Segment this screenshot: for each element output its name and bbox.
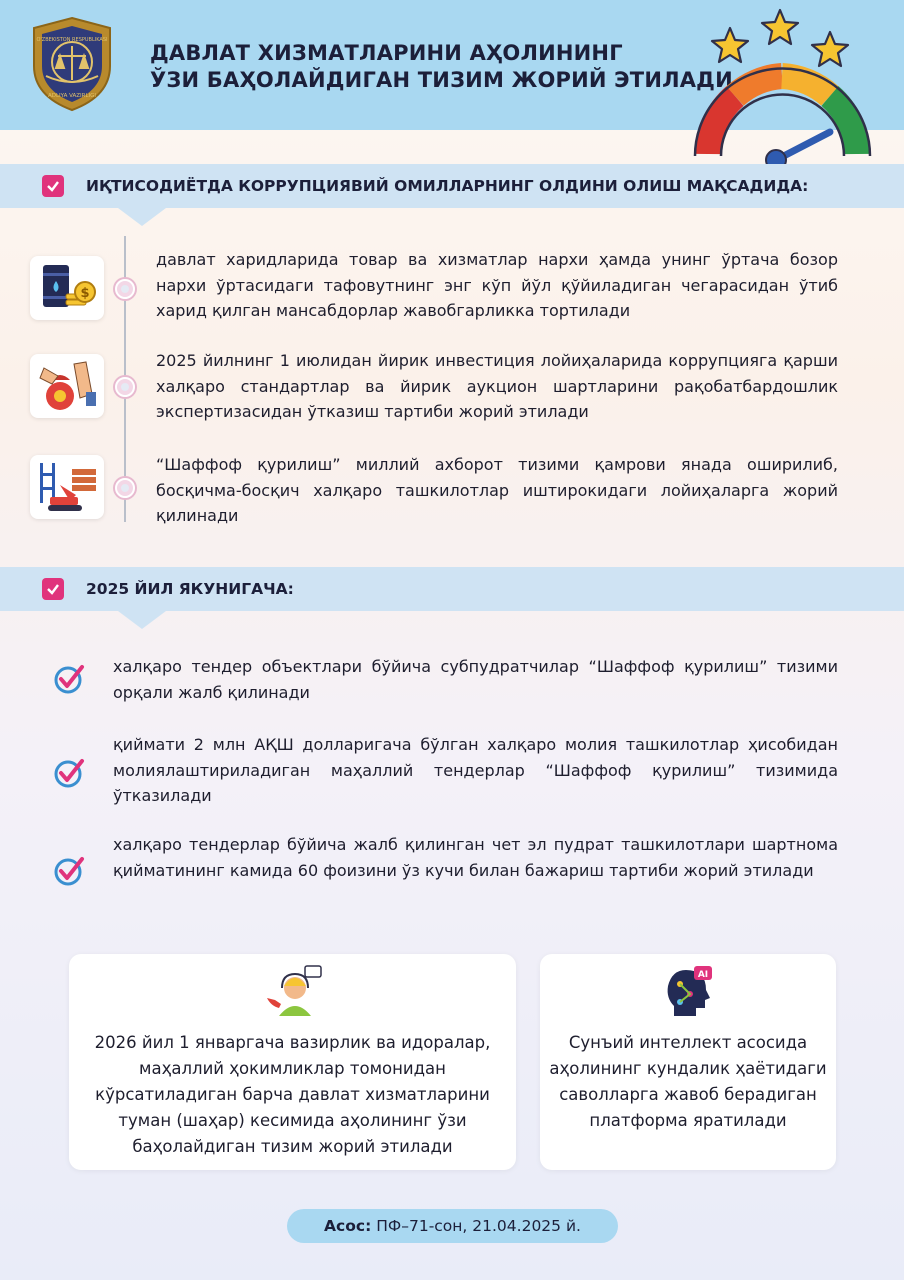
check-circle-icon [52,660,88,696]
info-card-ai [540,954,836,1170]
section-2-title: 2025 ЙИЛ ЯКУНИГАЧА: [86,580,294,598]
section-2-item-3: халқаро тендерлар бўйича жалб қилинган чет эл пудрат ташкилотлари шартнома қийматининг камида 60 фоизини ўз кучи билан бажариш тартиби жорий этилади [113,835,838,880]
section-2-item-2: қиймати 2 млн АҚШ долларигача бўлган халқаро молия ташкилотлар ҳисобидан молиялаштириладиган маҳаллий тендерлар “Шаффоф қурилиш” тизимида ўтказилади [113,735,838,805]
rating-gauge-stars-icon [690,4,880,180]
info-card-ai-text: Сунъий интеллект асосида аҳолининг кундалик ҳаётидаги саволларга жавоб берадиган платформа яратилади [549,1033,827,1130]
section-1-item-1: давлат харидларида товар ва хизматлар нархи ҳамда унинг ўртача бозор нархи ўртасидаги тафовутнинг энг кўп йўл қўйиладиган чегарасидан ўтиб харид қилган мансабдорлар жавобгарликка тортилади [156,250,838,320]
construction-excavator-icon [30,455,104,519]
section-2-header [0,567,904,611]
timeline-icon-card-3 [30,455,104,519]
footer-value: ПФ–71-сон, 21.04.2025 й. [376,1217,581,1235]
ai-head-icon [660,964,716,1020]
page-title-line-1: ДАВЛАТ ХИЗМАТЛАРИНИ АҲОЛИНИНГ [150,41,623,65]
timeline-dot [115,478,135,498]
timeline-icon-card-2 [30,354,104,418]
section-1-title: ИҚТИСОДИЁТДА КОРРУПЦИЯВИЙ ОМИЛЛАРНИНГ ОЛДИНИ ОЛИШ МАҚСАДИДА: [86,177,809,195]
timeline-dot [115,279,135,299]
section-1-header [0,164,904,208]
section-1-item-3: “Шаффоф қурилиш” миллий ахборот тизими қамрови янада оширилиб, босқичма-босқич халқаро ташкилотлар иштирокидаги лойиҳаларга жорий қилинади [156,455,838,525]
fuel-barrel-coins-icon [30,256,104,320]
page-title-line-2: ЎЗИ БАҲОЛАЙДИГАН ТИЗИМ ЖОРИЙ ЭТИЛАДИ [150,68,733,92]
info-card-services-text: 2026 йил 1 январгача вазирлик ва идоралар, маҳаллий ҳокимликлар томонидан кўрсатиладиган барча давлат хизматларини туман (шаҳар) кесимида аҳолининг ўзи баҳолайдиган тизим жорий этилади [94,1033,491,1156]
star-icon [762,10,798,44]
check-circle-icon [52,754,88,790]
star-icon [712,28,748,62]
timeline-icon-card-1 [30,256,104,320]
checkbox-icon [42,578,64,600]
svg-text:O'ZBEKISTON RESPUBLIKASI: O'ZBEKISTON RESPUBLIKASI [36,37,108,43]
footer-source [287,1209,618,1243]
section-1-item-2: 2025 йилнинг 1 июлидан йирик инвестиция лойиҳаларида коррупцияга қарши халқаро стандартлар ва йирик аукцион шартларини рақобатбардошлик экспертизасидан ўтказиш тартиби жорий этилади [156,351,838,421]
svg-text:AI: AI [697,970,709,980]
ministry-emblem-icon [26,14,118,114]
bribe-refusal-icon [30,354,104,418]
checkbox-icon [42,175,64,197]
section-2-item-1: халқаро тендер объектлари бўйича субпудратчилар “Шаффоф қурилиш” тизими орқали жалб қилинади [113,657,838,702]
page-title [150,40,733,94]
svg-text:ADLIYA VAZIRLIGI: ADLIYA VAZIRLIGI [47,93,97,99]
call-center-operator-icon [265,964,325,1020]
svg-text:$: $ [80,286,90,301]
star-icon [812,32,848,66]
footer-label: Асос: [324,1217,372,1235]
check-circle-icon [52,852,88,888]
info-card-services [69,954,516,1170]
timeline-dot [115,377,135,397]
